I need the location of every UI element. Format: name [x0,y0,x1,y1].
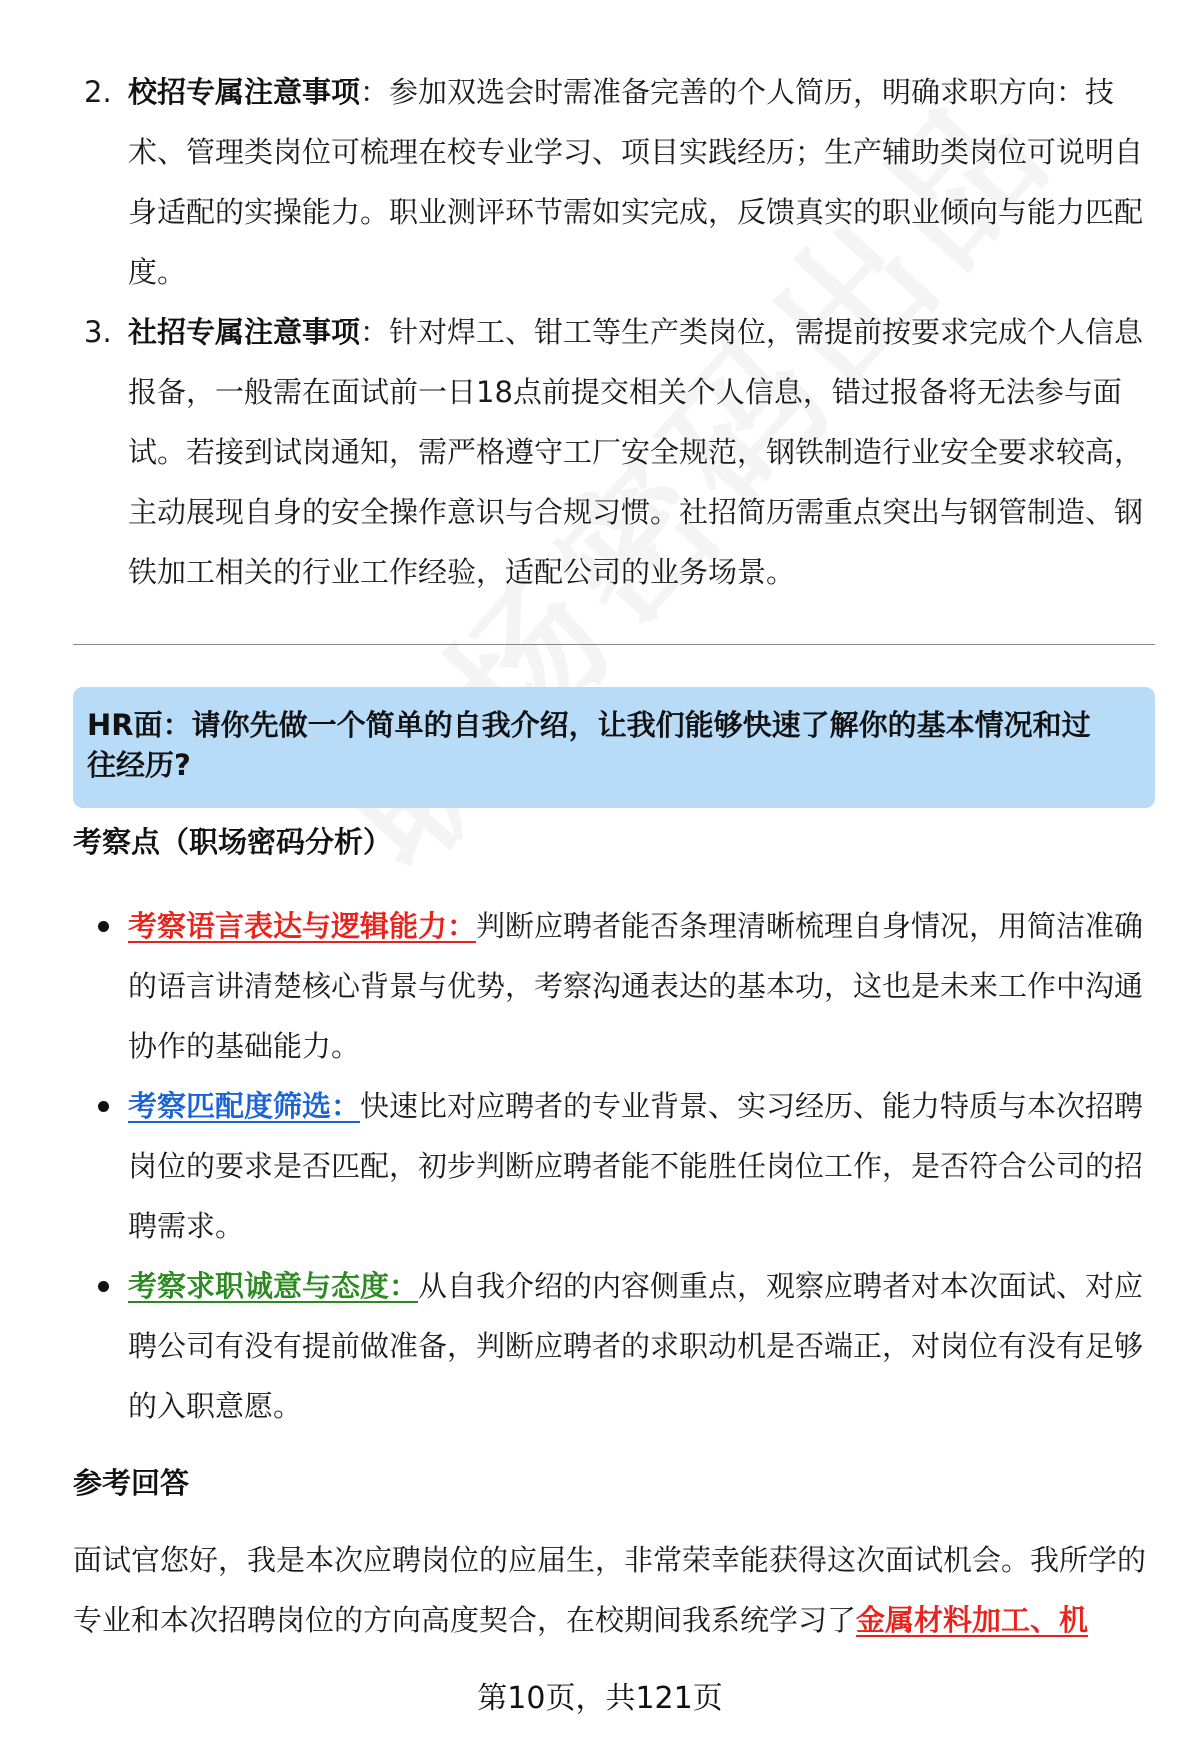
bullet-body: 快速比对应聘者的专业背景、实习经历、能力特质与本次招聘岗位的要求是否匹配，初步判断应聘者能不能胜任岗位工作，是否符合公司的招聘需求。 [128,1089,1144,1243]
page-footer: 第10页，共121页 [477,1681,723,1716]
answer-heading: 参考回答 [73,1466,190,1500]
reference-answer [73,1530,1155,1650]
list-item [84,62,1144,302]
bullet-label: 考察匹配度筛选： [128,1089,361,1123]
analysis-bullet-list [96,896,1146,1436]
list-number: 2. [84,75,112,109]
answer-highlight: 金属材料加工、机 [856,1603,1089,1637]
bullet-body: 从自我介绍的内容侧重点，观察应聘者对本次面试、对应聘公司有没有提前做准备，判断应聘者的求职动机是否端正，对岗位有没有足够的入职意愿。 [128,1269,1144,1423]
list-item [96,1256,1146,1436]
bullet-dot-icon [96,1256,128,1436]
list-item [84,302,1144,602]
numbered-list [84,62,1144,602]
list-item-text [128,302,1144,602]
bullet-text [128,896,1146,1076]
bullet-body: 判断应聘者能否条理清晰梳理自身情况，用简洁准确的语言讲清楚核心背景与优势，考察沟通表达的基本功，这也是未来工作中沟通协作的基础能力。 [128,909,1144,1063]
bullet-label: 考察语言表达与逻辑能力： [128,909,477,943]
analysis-heading: 考察点（职场密码分析） [73,825,393,859]
list-item-title: 社招专属注意事项 [128,315,361,349]
bullet-label: 考察求职诚意与态度： [128,1269,419,1303]
bullet-text [128,1256,1146,1436]
bullet-dot-icon [96,1076,128,1256]
list-item [96,1076,1146,1256]
section-divider [73,644,1155,645]
list-item-body: ：参加双选会时需准备完善的个人简历，明确求职方向：技术、管理类岗位可梳理在校专业学习、项目实践经历；生产辅助类岗位可说明自身适配的实操能力。职业测评环节需如实完成，反馈真实的职业倾向与能力匹配度。 [128,75,1144,289]
list-number: 3. [84,315,112,349]
interview-question-box [73,687,1155,808]
list-item-title: 校招专属注意事项 [128,75,361,109]
list-item [96,896,1146,1076]
interview-question: HR面：请你先做一个简单的自我介绍，让我们能够快速了解你的基本情况和过往经历? [87,708,1091,782]
bullet-text [128,1076,1146,1256]
list-item-text [128,62,1144,302]
list-item-body: ：针对焊工、钳工等生产类岗位，需提前按要求完成个人信息报备，一般需在面试前一日18点前提交相关个人信息，错过报备将无法参与面试。若接到试岗通知，需严格遵守工厂安全规范，钢铁制造行业安全要求较高，主动展现自身的安全操作意识与合规习惯。社招简历需重点突出与钢管制造、钢铁加工相关的行业工作经验，适配公司的业务场景。 [128,315,1144,589]
answer-text: 面试官您好，我是本次应聘岗位的应届生，非常荣幸能获得这次面试机会。我所学的专业和本次招聘岗位的方向高度契合，在校期间我系统学习了 [73,1543,1147,1637]
bullet-dot-icon [96,896,128,1076]
